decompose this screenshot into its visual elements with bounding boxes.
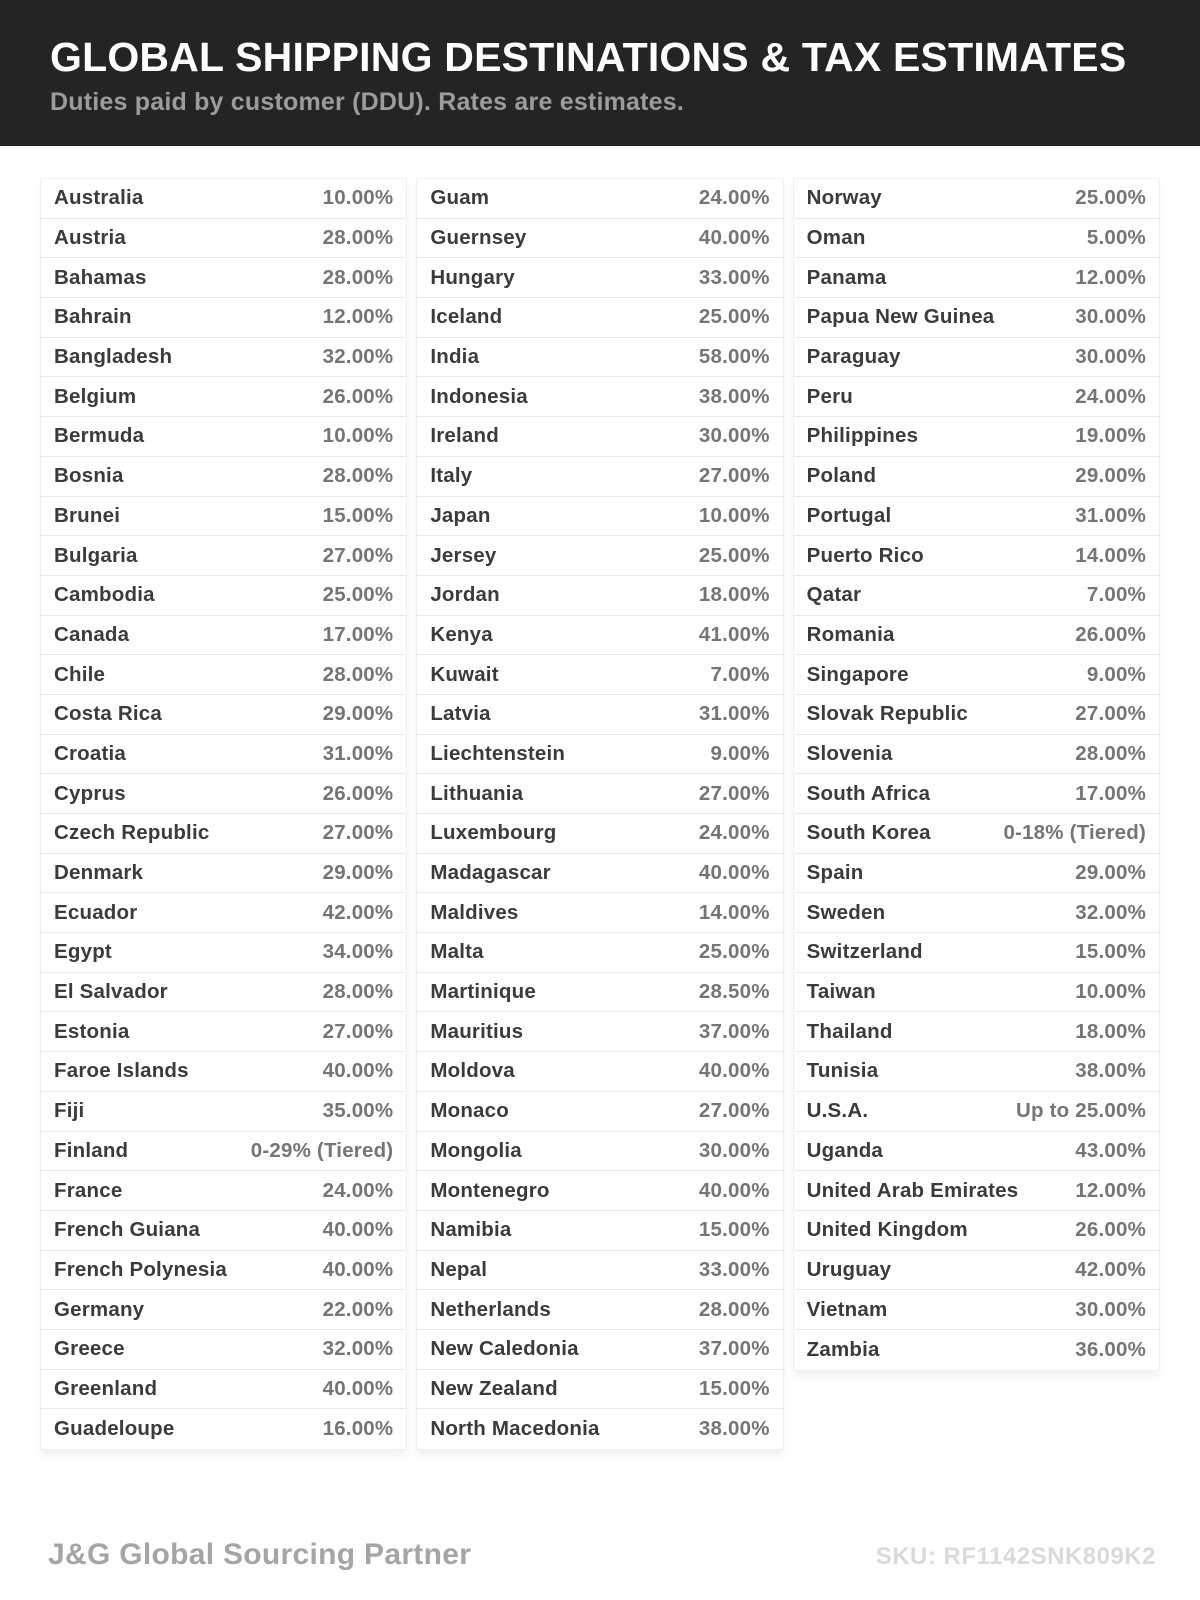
table-row [417, 536, 782, 576]
table-row [417, 219, 782, 259]
country-name: Sweden [806, 900, 886, 924]
tax-rate-value: 30.00% [1075, 345, 1146, 369]
tax-rate-value: 31.00% [1075, 503, 1146, 527]
tax-rate-value: 40.00% [322, 1218, 394, 1242]
table-row [417, 1370, 782, 1410]
tax-rate-value: 29.00% [1075, 464, 1146, 488]
tax-rate-value: 42.00% [322, 900, 394, 924]
table-row [41, 179, 406, 219]
table-row [41, 893, 406, 933]
country-name: Uruguay [806, 1257, 892, 1281]
table-row [417, 1290, 782, 1330]
country-name: Mongolia [430, 1138, 522, 1162]
country-name: Iceland [430, 305, 503, 329]
tax-rate-value: 38.00% [698, 1417, 770, 1441]
table-row [794, 893, 1159, 933]
table-row [41, 497, 406, 537]
table-row [417, 377, 782, 417]
table-row [417, 298, 782, 338]
country-name: Denmark [54, 861, 144, 885]
table-row [41, 576, 406, 616]
tax-rate-value: 43.00% [1075, 1138, 1146, 1162]
country-name: Tunisia [806, 1059, 879, 1083]
tax-rate-table [40, 178, 1160, 1450]
country-name: Fiji [54, 1099, 85, 1123]
tax-table-column-2 [416, 178, 783, 1450]
country-name: Bermuda [54, 424, 145, 448]
table-row [794, 576, 1159, 616]
table-row [794, 973, 1159, 1013]
table-row [794, 536, 1159, 576]
tax-rate-value: 27.00% [322, 1019, 394, 1043]
country-name: Uganda [806, 1138, 884, 1162]
country-name: Zambia [806, 1337, 880, 1361]
country-name: Bahrain [54, 305, 132, 329]
table-row [417, 576, 782, 616]
country-name: Bulgaria [54, 543, 138, 567]
country-name: Slovak Republic [806, 702, 969, 726]
table-row [794, 497, 1159, 537]
tax-rate-value: 28.00% [322, 980, 394, 1004]
country-name: Portugal [806, 503, 892, 527]
country-name: Jordan [430, 583, 500, 607]
country-name: Finland [54, 1138, 129, 1162]
tax-rate-value: 14.00% [698, 900, 770, 924]
country-name: Maldives [430, 900, 519, 924]
country-name: Panama [806, 265, 887, 289]
tax-rate-value: 18.00% [1075, 1019, 1146, 1043]
country-name: Indonesia [430, 384, 528, 408]
country-name: Singapore [806, 662, 909, 686]
tax-rate-value: 9.00% [710, 741, 770, 765]
country-name: Oman [806, 226, 866, 250]
table-row [417, 1171, 782, 1211]
table-row [41, 1409, 406, 1449]
table-row [417, 1330, 782, 1370]
tax-rate-value: 17.00% [1075, 781, 1146, 805]
country-name: Hungary [430, 265, 515, 289]
tax-rate-value: 24.00% [1075, 384, 1146, 408]
country-name: Japan [430, 503, 491, 527]
country-name: Greece [54, 1337, 125, 1361]
country-name: French Polynesia [54, 1257, 227, 1281]
table-row [417, 854, 782, 894]
country-name: Vietnam [806, 1297, 888, 1321]
table-row [41, 814, 406, 854]
tax-rate-value: 15.00% [322, 503, 394, 527]
table-row [41, 854, 406, 894]
table-row [417, 933, 782, 973]
table-row [794, 655, 1159, 695]
tax-rate-value: 36.00% [1075, 1337, 1146, 1361]
country-name: Czech Republic [54, 821, 210, 845]
table-row [794, 854, 1159, 894]
country-name: Costa Rica [54, 702, 162, 726]
country-name: Puerto Rico [806, 543, 924, 567]
tax-table-column-1 [40, 178, 407, 1450]
tax-rate-value: 27.00% [322, 543, 394, 567]
table-row [417, 1092, 782, 1132]
table-row [794, 179, 1159, 219]
table-row [417, 893, 782, 933]
table-row [417, 1132, 782, 1172]
tax-rate-value: 27.00% [322, 821, 394, 845]
table-row [417, 258, 782, 298]
country-name: North Macedonia [430, 1417, 600, 1441]
country-name: Australia [54, 186, 144, 210]
tax-rate-value: 12.00% [1075, 265, 1146, 289]
country-name: Slovenia [806, 741, 893, 765]
table-row [417, 497, 782, 537]
tax-rate-value: 24.00% [322, 1178, 394, 1202]
table-row [417, 457, 782, 497]
tax-rate-value: 32.00% [1075, 900, 1146, 924]
tax-rate-value: 40.00% [698, 1059, 770, 1083]
country-name: Faroe Islands [54, 1059, 189, 1083]
country-name: Guernsey [430, 226, 527, 250]
table-row [41, 973, 406, 1013]
tax-rate-value: 28.00% [322, 464, 394, 488]
tax-rate-value: 9.00% [1086, 662, 1146, 686]
table-row [41, 338, 406, 378]
table-row [41, 933, 406, 973]
tax-rate-value: 0-18% (Tiered) [1003, 821, 1146, 845]
table-row [417, 1211, 782, 1251]
table-row [794, 1251, 1159, 1291]
table-row [417, 1052, 782, 1092]
country-name: French Guiana [54, 1218, 201, 1242]
tax-rate-value: 40.00% [322, 1257, 394, 1281]
tax-rate-value: 38.00% [698, 384, 770, 408]
table-row [41, 1052, 406, 1092]
table-row [794, 1290, 1159, 1330]
tax-rate-value: 19.00% [1075, 424, 1146, 448]
table-row [41, 1012, 406, 1052]
country-name: Luxembourg [430, 821, 557, 845]
country-name: Moldova [430, 1059, 515, 1083]
country-name: Estonia [54, 1019, 130, 1043]
page-footer [48, 1538, 1156, 1572]
tax-rate-value: 7.00% [710, 662, 770, 686]
tax-rate-value: 26.00% [1075, 1218, 1146, 1242]
tax-rate-value: 25.00% [322, 583, 394, 607]
tax-rate-value: 27.00% [698, 464, 770, 488]
table-row [794, 298, 1159, 338]
tax-rate-value: 22.00% [322, 1297, 394, 1321]
tax-rate-value: 10.00% [322, 186, 394, 210]
table-row [41, 616, 406, 656]
tax-rate-value: 25.00% [698, 305, 770, 329]
tax-rate-value: 28.00% [322, 226, 394, 250]
tax-rate-value: 5.00% [1086, 226, 1146, 250]
brand-name: J&G Global Sourcing Partner [48, 1538, 472, 1571]
tax-rate-value: 58.00% [698, 345, 770, 369]
table-row [41, 774, 406, 814]
country-name: Qatar [806, 583, 862, 607]
table-row [417, 1251, 782, 1291]
tax-rate-value: 28.00% [698, 1297, 770, 1321]
page-header [0, 0, 1200, 146]
country-name: Brunei [54, 503, 121, 527]
country-name: Spain [806, 861, 864, 885]
table-row [417, 814, 782, 854]
country-name: Montenegro [430, 1178, 550, 1202]
table-row [41, 1290, 406, 1330]
table-row [41, 457, 406, 497]
country-name: Monaco [430, 1099, 509, 1123]
tax-rate-value: 35.00% [322, 1099, 394, 1123]
tax-rate-value: 10.00% [322, 424, 394, 448]
country-name: Norway [806, 186, 882, 210]
country-name: Cyprus [54, 781, 126, 805]
table-row [41, 1171, 406, 1211]
tax-rate-value: 37.00% [698, 1337, 770, 1361]
tax-rate-value: 30.00% [1075, 1297, 1146, 1321]
tax-rate-value: 37.00% [698, 1019, 770, 1043]
table-row [41, 655, 406, 695]
tax-rate-value: 28.00% [322, 662, 394, 686]
tax-rate-value: Up to 25.00% [1016, 1099, 1146, 1123]
country-name: Kenya [430, 622, 493, 646]
table-row [417, 1012, 782, 1052]
tax-rate-value: 27.00% [698, 1099, 770, 1123]
tax-rate-value: 42.00% [1075, 1257, 1146, 1281]
tax-rate-value: 27.00% [698, 781, 770, 805]
tax-rate-value: 10.00% [698, 503, 770, 527]
tax-rate-value: 0-29% (Tiered) [250, 1138, 394, 1162]
table-row [794, 258, 1159, 298]
tax-rate-value: 26.00% [322, 781, 394, 805]
tax-rate-value: 25.00% [698, 543, 770, 567]
table-row [794, 616, 1159, 656]
country-name: New Zealand [430, 1376, 558, 1400]
country-name: Mauritius [430, 1019, 524, 1043]
table-row [417, 338, 782, 378]
tax-rate-value: 25.00% [1075, 186, 1146, 210]
country-name: Paraguay [806, 345, 901, 369]
table-row [41, 1132, 406, 1172]
tax-rate-value: 30.00% [698, 424, 770, 448]
table-row [417, 417, 782, 457]
tax-rate-value: 26.00% [322, 384, 394, 408]
table-row [417, 179, 782, 219]
tax-rate-value: 41.00% [698, 622, 770, 646]
country-name: Peru [806, 384, 854, 408]
country-name: Latvia [430, 702, 491, 726]
table-row [794, 377, 1159, 417]
tax-rate-value: 15.00% [698, 1376, 770, 1400]
table-row [41, 735, 406, 775]
tax-rate-value: 28.00% [322, 265, 394, 289]
table-row [794, 1211, 1159, 1251]
table-row [41, 417, 406, 457]
country-name: Romania [806, 622, 895, 646]
table-row [794, 1330, 1159, 1370]
tax-rate-value: 15.00% [698, 1218, 770, 1242]
tax-rate-value: 28.50% [698, 980, 770, 1004]
table-row [794, 735, 1159, 775]
country-name: Chile [54, 662, 106, 686]
table-row [417, 695, 782, 735]
country-name: South Korea [806, 821, 931, 845]
table-row [41, 1092, 406, 1132]
country-name: Bangladesh [54, 345, 173, 369]
country-name: Bosnia [54, 464, 124, 488]
tax-rate-value: 33.00% [698, 265, 770, 289]
tax-rate-value: 40.00% [698, 861, 770, 885]
country-name: Ireland [430, 424, 499, 448]
country-name: Papua New Guinea [806, 305, 995, 329]
table-row [41, 695, 406, 735]
country-name: Austria [54, 226, 127, 250]
tax-rate-value: 38.00% [1075, 1059, 1146, 1083]
tax-rate-value: 29.00% [322, 702, 394, 726]
country-name: South Africa [806, 781, 931, 805]
tax-rate-value: 12.00% [1075, 1178, 1146, 1202]
country-name: Germany [54, 1297, 145, 1321]
country-name: Philippines [806, 424, 919, 448]
country-name: Guam [430, 186, 490, 210]
table-row [41, 1211, 406, 1251]
tax-rate-value: 25.00% [698, 940, 770, 964]
table-row [417, 774, 782, 814]
table-row [794, 1171, 1159, 1211]
table-row [41, 536, 406, 576]
tax-rate-value: 17.00% [322, 622, 394, 646]
tax-rate-value: 40.00% [322, 1059, 394, 1083]
table-row [41, 1330, 406, 1370]
country-name: Liechtenstein [430, 741, 566, 765]
country-name: Greenland [54, 1376, 158, 1400]
table-row [794, 933, 1159, 973]
table-row [417, 655, 782, 695]
country-name: Guadeloupe [54, 1417, 175, 1441]
table-row [794, 695, 1159, 735]
country-name: Netherlands [430, 1297, 552, 1321]
table-row [794, 338, 1159, 378]
table-row [794, 417, 1159, 457]
table-row [794, 1012, 1159, 1052]
tax-rate-value: 7.00% [1086, 583, 1146, 607]
table-row [794, 1132, 1159, 1172]
tax-rate-value: 10.00% [1075, 980, 1146, 1004]
tax-rate-value: 12.00% [322, 305, 394, 329]
tax-rate-value: 28.00% [1075, 741, 1146, 765]
table-row [41, 258, 406, 298]
tax-rate-value: 29.00% [322, 861, 394, 885]
tax-rate-value: 31.00% [698, 702, 770, 726]
page-subtitle: Duties paid by customer (DDU). Rates are estimates. [50, 88, 685, 117]
country-name: Canada [54, 622, 130, 646]
country-name: Bahamas [54, 265, 147, 289]
country-name: Malta [430, 940, 484, 964]
table-row [41, 1251, 406, 1291]
tax-rate-value: 16.00% [322, 1417, 394, 1441]
table-row [794, 774, 1159, 814]
country-name: Taiwan [806, 980, 876, 1004]
tax-rate-value: 24.00% [698, 186, 770, 210]
tax-rate-value: 30.00% [1075, 305, 1146, 329]
tax-rate-value: 32.00% [322, 345, 394, 369]
country-name: India [430, 345, 480, 369]
tax-rate-value: 34.00% [322, 940, 394, 964]
country-name: Poland [806, 464, 877, 488]
tax-rate-value: 40.00% [698, 226, 770, 250]
table-row [41, 219, 406, 259]
table-row [41, 1370, 406, 1410]
country-name: United Arab Emirates [806, 1178, 1019, 1202]
country-name: New Caledonia [430, 1337, 579, 1361]
table-row [794, 219, 1159, 259]
country-name: Belgium [54, 384, 137, 408]
tax-rate-value: 14.00% [1075, 543, 1146, 567]
country-name: Madagascar [430, 861, 551, 885]
table-row [794, 1052, 1159, 1092]
tax-table-column-3 [793, 178, 1160, 1371]
page-title: GLOBAL SHIPPING DESTINATIONS & TAX ESTIMATES [50, 34, 1127, 80]
country-name: United Kingdom [806, 1218, 968, 1242]
country-name: Namibia [430, 1218, 512, 1242]
tax-rate-value: 27.00% [1075, 702, 1146, 726]
country-name: Thailand [806, 1019, 893, 1043]
country-name: Kuwait [430, 662, 499, 686]
table-row [794, 457, 1159, 497]
table-row [417, 735, 782, 775]
tax-rate-value: 26.00% [1075, 622, 1146, 646]
country-name: Italy [430, 464, 473, 488]
table-row [41, 377, 406, 417]
tax-rate-value: 18.00% [698, 583, 770, 607]
country-name: Martinique [430, 980, 536, 1004]
country-name: Switzerland [806, 940, 923, 964]
country-name: Croatia [54, 741, 127, 765]
country-name: Ecuador [54, 900, 138, 924]
table-row [417, 1409, 782, 1449]
table-row [794, 1092, 1159, 1132]
tax-rate-value: 15.00% [1075, 940, 1146, 964]
country-name: Egypt [54, 940, 112, 964]
country-name: El Salvador [54, 980, 168, 1004]
tax-rate-value: 29.00% [1075, 861, 1146, 885]
tax-rate-value: 40.00% [698, 1178, 770, 1202]
country-name: Lithuania [430, 781, 524, 805]
table-row [417, 616, 782, 656]
country-name: France [54, 1178, 123, 1202]
country-name: Nepal [430, 1257, 488, 1281]
tax-rate-value: 30.00% [698, 1138, 770, 1162]
tax-rate-value: 31.00% [322, 741, 394, 765]
country-name: Jersey [430, 543, 497, 567]
tax-rate-value: 32.00% [322, 1337, 394, 1361]
country-name: U.S.A. [806, 1099, 869, 1123]
table-row [794, 814, 1159, 854]
country-name: Cambodia [54, 583, 155, 607]
tax-rate-value: 33.00% [698, 1257, 770, 1281]
tax-rate-value: 24.00% [698, 821, 770, 845]
table-row [417, 973, 782, 1013]
table-row [41, 298, 406, 338]
sku-label: SKU: RF1142SNK809K2 [875, 1543, 1156, 1570]
tax-rate-value: 40.00% [322, 1376, 394, 1400]
